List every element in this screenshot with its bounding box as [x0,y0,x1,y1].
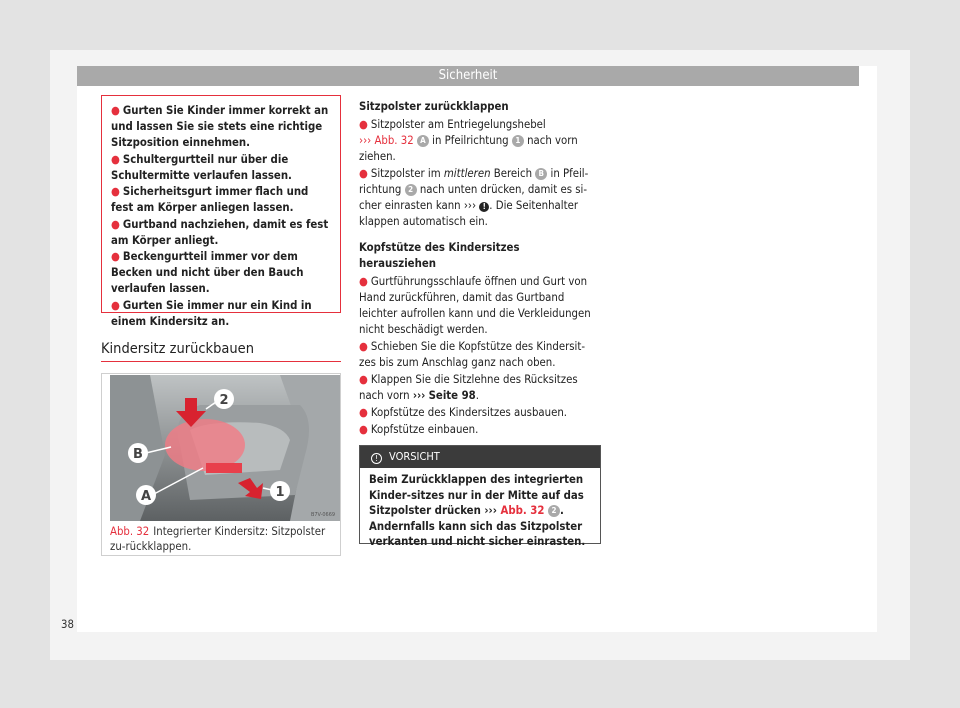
caution-header: ! VORSICHT [360,446,600,468]
warning-item: ● Gurten Sie Kinder immer korrekt an und lassen Sie sie stets eine richtige Sitzposition einnehmen. [111,104,329,149]
callout-badge: A [417,135,429,147]
warning-item: ● Schultergurtteil nur über die Schultermitte verlaufen lassen. [111,152,292,182]
caution-text: Beim Zurückklappen des integrierten Kinder-sitzes nur in der Mitte auf das Sitzpolster drücken ››› Abb. 32 2 . Andernfalls kann sich das Sitzpolster verkanten und nicht sicher einrasten. [369,473,586,548]
figure-caption: Abb. 32 Integrierter Kindersitz: Sitzpolster zu-rückklappen. [110,525,326,553]
subheading: Sitzpolster zurückklappen [359,100,509,113]
step: ● Klappen Sie die Sitzlehne des Rücksitzes nach vorn ››› Seite 98. [359,373,578,402]
bullet-icon: ● [111,152,120,166]
warning-item: ● Sicherheitsgurt immer flach und fest am Körper anliegen lassen. [111,185,309,214]
callout-badge: 2 [548,505,560,517]
section-title: Kindersitz zurückbauen [101,341,254,357]
caution-icon: ! [371,453,382,464]
subheading: Kopfstütze des Kindersitzes herausziehen [359,241,520,270]
warning-icon: ! [479,202,489,212]
bullet-icon: ● [111,298,120,312]
bullet-icon: ● [111,250,120,263]
bullet-icon: ● [359,373,368,386]
warning-box [101,95,341,328]
page-link[interactable]: Seite 98 [428,389,476,402]
bullet-icon: ● [359,406,368,419]
page-number: 38 [61,618,74,631]
caution-box [359,445,601,548]
warning-item: ● Gurten Sie immer nur ein Kind in einem Kindersitz an. [111,298,312,328]
warning-item: ● Gurtband nachziehen, damit es fest am Körper anliegt. [111,217,329,247]
bullet-icon: ● [111,185,120,198]
figure-image [110,375,340,521]
callout-badge: 1 [512,135,524,147]
bullet-icon: ● [359,340,368,353]
step: ● Schieben Sie die Kopfstütze des Kindersit-zes bis zum Anschlag ganz nach oben. [359,340,586,369]
callout-A: A [140,489,152,504]
figure-link[interactable]: Abb. 32 [374,134,414,147]
step: ● Gurtführungsschlaufe öffnen und Gurt von Hand zurückführen, damit das Gurtband leichter aufrollen kann und die Verkleidungen nicht beschädigt werden. [359,275,591,336]
step: ● Sitzpolster im mittleren Bereich B in Pfeil-richtung 2 nach unten drücken, damit es si-cher einrasten kann ››› ! . Die Seitenhalter klappen automatisch ein. [359,167,589,228]
callout-1: 1 [275,485,285,500]
figure [101,373,341,556]
step: ● Kopfstütze einbauen. [359,423,479,436]
callout-2: 2 [219,393,229,408]
bullet-icon: ● [359,275,368,288]
bullet-icon: ● [359,167,368,180]
callout-badge: 2 [405,184,417,196]
warning-item: ● Beckengurtteil immer vor dem Becken und nicht über den Bauch verlaufen lassen. [111,250,304,295]
step: ● Kopfstütze des Kindersitzes ausbauen. [359,406,568,419]
section-divider [101,361,341,362]
bullet-icon: ● [359,423,368,436]
figure-link[interactable]: Abb. 32 [500,504,545,517]
callout-B: B [133,447,143,462]
bullet-icon: ● [111,104,120,117]
figure-ref: Abb. 32 [110,525,150,538]
step: ● Sitzpolster am Entriegelungshebel ››› Abb. 32 A in Pfeilrichtung 1 nach vorn ziehen. [359,118,578,163]
bullet-icon: ● [359,118,368,131]
callout-badge: B [535,168,547,180]
header-title: Sicherheit [438,68,498,83]
header-bar [77,66,859,86]
instructions-column [359,99,599,439]
bullet-icon: ● [111,217,120,231]
figure-code: B7V-0669 [311,512,335,518]
